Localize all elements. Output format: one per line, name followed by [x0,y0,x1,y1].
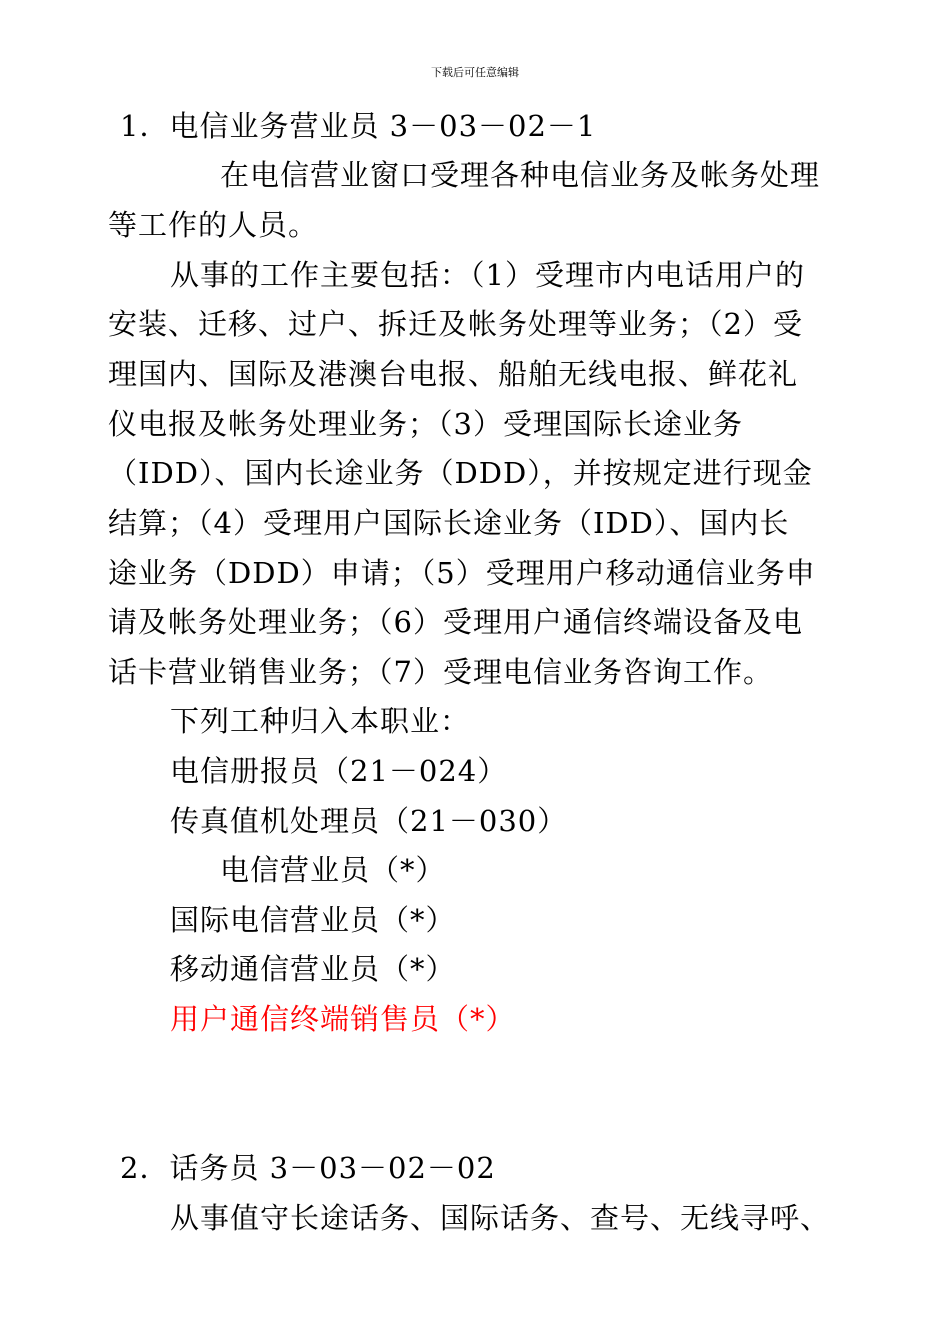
duties-line: （IDD）、国内长途业务（DDD），并按规定进行现金 [108,456,813,490]
duties-line: 仪电报及帐务处理业务；（3）受理国际长途业务 [108,407,743,441]
section2-title: 2．话务员 3－03－02－02 [120,1151,496,1185]
subtype-item-highlighted: 用户通信终端销售员（*） [170,1002,516,1036]
section1-definition-line2: 等工作的人员。 [108,208,319,242]
duties-line: 安装、迁移、过户、拆迁及帐务处理等业务；（2）受 [108,307,803,341]
subtype-item: 国际电信营业员（*） [170,903,456,937]
duties-line: 理国内、国际及港澳台电报、船舶无线电报、鲜花礼 [108,357,799,391]
section2-line1: 从事值守长途话务、国际话务、查号、无线寻呼、 [170,1201,831,1235]
subtype-item: 移动通信营业员（*） [170,952,456,986]
section1-title: 1．电信业务营业员 3－03－02－1 [120,109,597,143]
duties-line: 请及帐务处理业务；（6）受理用户通信终端设备及电 [108,605,803,639]
subtypes-heading: 下列工种归入本职业： [170,704,471,738]
subtype-item: 电信册报员（21－024） [170,754,508,788]
page-header: 下载后可任意编辑 [431,66,519,79]
duties-line: 结算；（4）受理用户国际长途业务（IDD）、国内长 [108,506,790,540]
section1-definition-line1: 在电信营业窗口受理各种电信业务及帐务处理 [220,158,821,192]
duties-line: 途业务（DDD）申请；（5）受理用户移动通信业务申 [108,556,816,590]
duties-line: 话卡营业销售业务；（7）受理电信业务咨询工作。 [108,655,773,689]
subtype-item: 电信营业员（*） [220,853,446,887]
duties-line: 从事的工作主要包括：（1）受理市内电话用户的 [170,258,805,292]
subtype-item: 传真值机处理员（21－030） [170,804,568,838]
